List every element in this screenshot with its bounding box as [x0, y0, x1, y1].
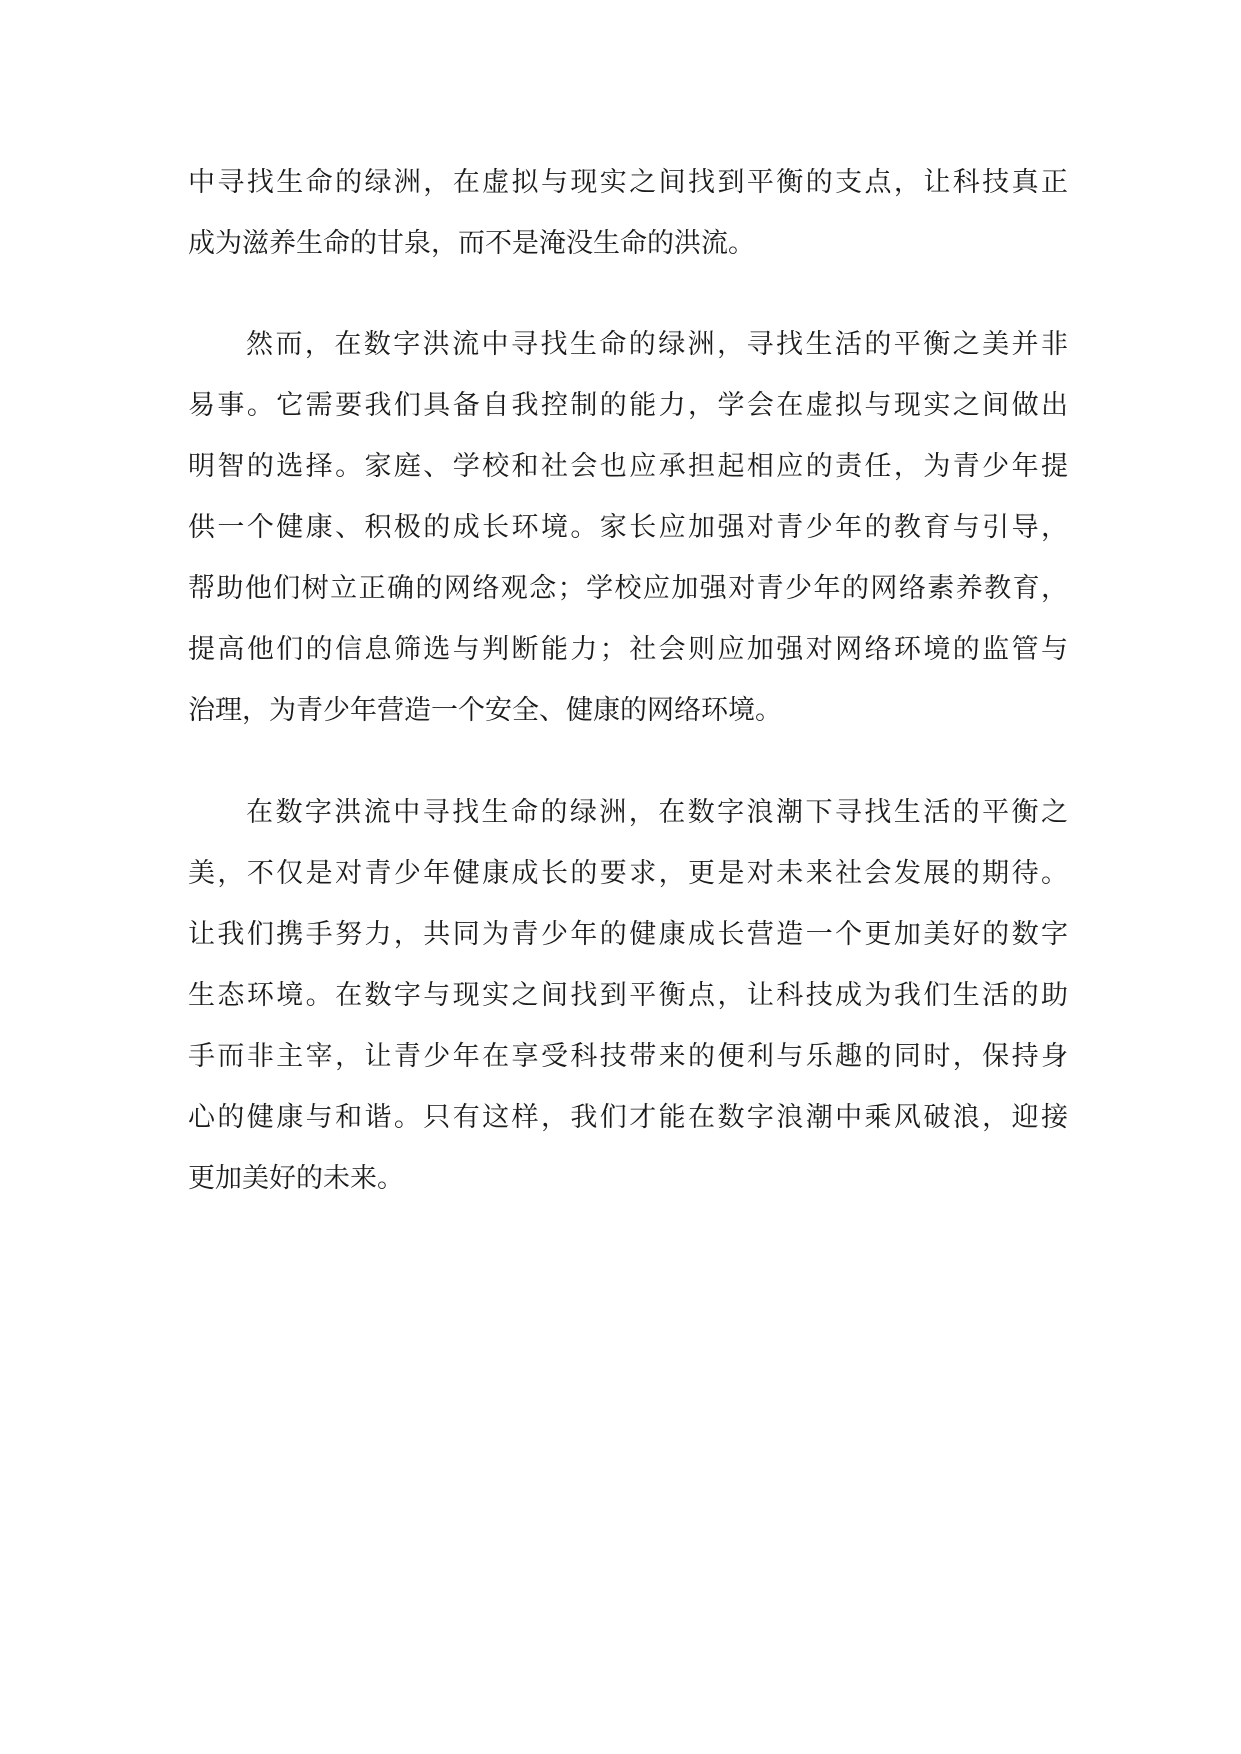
- text-line: 心的健康与和谐。只有这样，我们才能在数字浪潮中乘风破浪，迎接: [188, 1102, 1068, 1133]
- text-line: 易事。它需要我们具备自我控制的能力，学会在虚拟与现实之间做出: [188, 390, 1068, 421]
- text-line: 供一个健康、积极的成长环境。家长应加强对青少年的教育与引导，: [188, 512, 1068, 543]
- text-line: 帮助他们树立正确的网络观念；学校应加强对青少年的网络素养教育，: [188, 573, 1068, 604]
- text-line: 生态环境。在数字与现实之间找到平衡点，让科技成为我们生活的助: [188, 980, 1068, 1011]
- text-line: 中寻找生命的绿洲，在虚拟与现实之间找到平衡的支点，让科技真正: [188, 167, 1068, 198]
- text-line: 提高他们的信息筛选与判断能力；社会则应加强对网络环境的监管与: [188, 634, 1068, 665]
- text-line: 手而非主宰，让青少年在享受科技带来的便利与乐趣的同时，保持身: [188, 1041, 1068, 1072]
- text-line: 美，不仅是对青少年健康成长的要求，更是对未来社会发展的期待。: [188, 858, 1068, 889]
- text-line: 明智的选择。家庭、学校和社会也应承担起相应的责任，为青少年提: [188, 451, 1068, 482]
- paragraph: [188, 152, 1068, 274]
- text-line: 成为滋养生命的甘泉，而不是淹没生命的洪流。: [188, 228, 755, 259]
- text-line: 然而，在数字洪流中寻找生命的绿洲，寻找生活的平衡之美并非: [246, 329, 1068, 360]
- text-line: 治理，为青少年营造一个安全、健康的网络环境。: [188, 695, 782, 726]
- text-line: 更加美好的未来。: [188, 1163, 404, 1194]
- paragraph: [188, 314, 1068, 741]
- text-line: 让我们携手努力，共同为青少年的健康成长营造一个更加美好的数字: [188, 919, 1068, 950]
- text-line: 在数字洪流中寻找生命的绿洲，在数字浪潮下寻找生活的平衡之: [246, 797, 1068, 828]
- paragraph: [188, 782, 1068, 1209]
